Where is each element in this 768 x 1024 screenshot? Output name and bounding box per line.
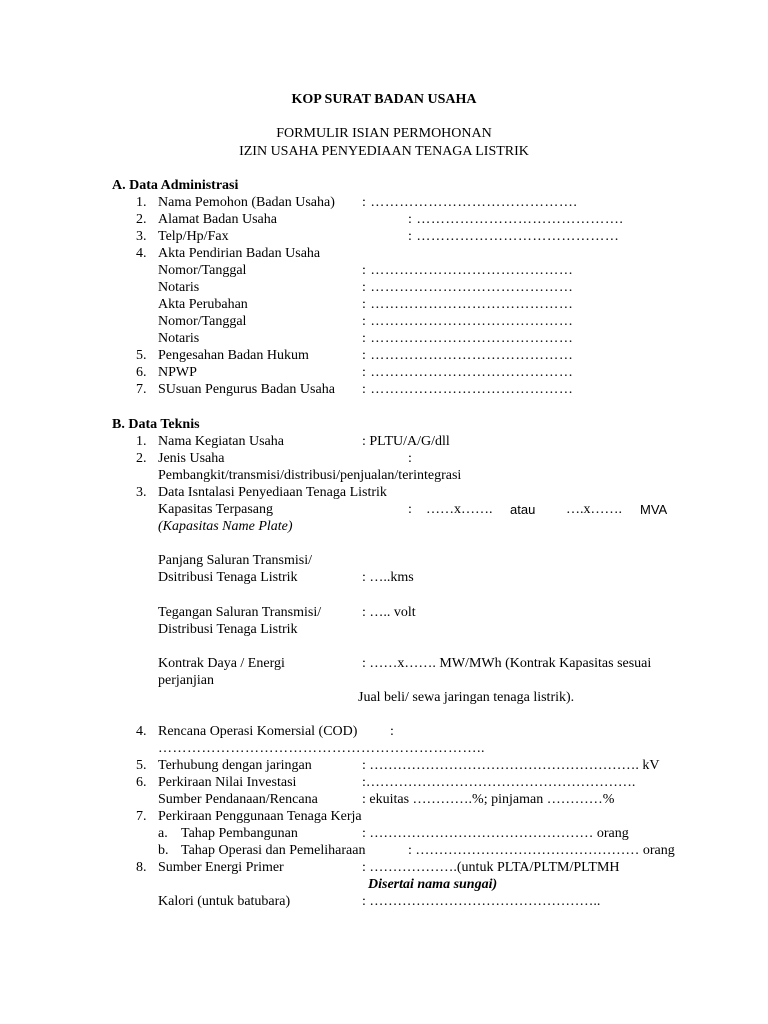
field-value-telp: : ……………………………………: [408, 229, 620, 244]
item-number: 8.: [136, 860, 147, 875]
field-value-nomor-tanggal-perubahan: : ……………………………………: [362, 314, 574, 329]
field-label-investasi: Perkiraan Nilai Investasi: [158, 775, 297, 790]
field-label-jenis-usaha: Jenis Usaha: [158, 451, 225, 466]
field-value-cod: …………………………………………………………..: [158, 741, 485, 756]
field-value-kapasitas-1: ……x…….: [426, 502, 493, 517]
item-number: 5.: [136, 758, 147, 773]
field-label-akta-pendirian: Akta Pendirian Badan Usaha: [158, 246, 321, 261]
item-number: 6.: [136, 365, 147, 380]
item-number: 1.: [136, 434, 147, 449]
field-value-tegangan-saluran: : ….. volt: [362, 605, 416, 620]
field-label-panjang-saluran-1: Panjang Saluran Transmisi/: [158, 553, 313, 568]
field-label-tahap-operasi: Tahap Operasi dan Pemeliharaan: [181, 843, 366, 858]
field-value-nama-kegiatan: : PLTU/A/G/dll: [362, 434, 450, 449]
form-title-line-1: FORMULIR ISIAN PERMOHONAN: [276, 126, 492, 141]
field-label-nama-kegiatan: Nama Kegiatan Usaha: [158, 434, 284, 449]
field-value-jenis-usaha: Pembangkit/transmisi/distribusi/penjualan/terintegrasi: [158, 468, 462, 483]
item-number: 4.: [136, 246, 147, 261]
field-value-nama-pemohon: : …………………………………….: [362, 195, 578, 210]
field-label-alamat: Alamat Badan Usaha: [158, 212, 277, 227]
field-label-nama-pemohon: Nama Pemohon (Badan Usaha): [158, 195, 335, 210]
field-label-panjang-saluran-2: Dsitribusi Tenaga Listrik: [158, 570, 298, 585]
field-label-cod: Rencana Operasi Komersial (COD): [158, 724, 358, 739]
item-number: 6.: [136, 775, 147, 790]
field-unit-mva: MVA: [640, 502, 668, 517]
field-label-tenaga-kerja: Perkiraan Penggunaan Tenaga Kerja: [158, 809, 362, 824]
section-a-heading: A. Data Administrasi: [112, 178, 239, 193]
field-value-alamat: : …………………………………….: [408, 212, 624, 227]
field-value-susunan-pengurus: : ……………………………………: [362, 382, 574, 397]
field-label-kalori: Kalori (untuk batubara): [158, 894, 291, 909]
field-value-kalori: : …………………………………………..: [362, 894, 601, 909]
field-value-sumber-pendanaan: : ekuitas ………….%; pinjaman …………%: [362, 792, 615, 807]
field-value-npwp: : ……………………………………: [362, 365, 574, 380]
field-value-notaris: : ……………………………………: [362, 280, 574, 295]
item-number: 1.: [136, 195, 147, 210]
field-value-terhubung: : …………………………………………………. kV: [362, 758, 660, 773]
field-colon-kapasitas: :: [408, 502, 412, 517]
item-number: 7.: [136, 809, 147, 824]
field-label-akta-perubahan: Akta Perubahan: [158, 297, 248, 312]
field-value-panjang-saluran: : …..kms: [362, 570, 414, 585]
field-label-susunan-pengurus: SUsuan Pengurus Badan Usaha: [158, 382, 335, 397]
field-label-notaris-perubahan: Notaris: [158, 331, 200, 346]
kop-surat-heading: KOP SURAT BADAN USAHA: [291, 92, 477, 107]
item-number: 2.: [136, 212, 147, 227]
form-title-line-2: IZIN USAHA PENYEDIAAN TENAGA LISTRIK: [239, 144, 529, 159]
field-value-notaris-perubahan: : ……………………………………: [362, 331, 574, 346]
field-label-kontrak-2: perjanjian: [158, 673, 214, 688]
section-b-heading: B. Data Teknis: [112, 417, 200, 432]
field-label-pengesahan: Pengesahan Badan Hukum: [158, 348, 309, 363]
field-value-nomor-tanggal: : ……………………………………: [362, 263, 574, 278]
field-label-sumber-energi: Sumber Energi Primer: [158, 860, 284, 875]
item-number: 7.: [136, 382, 147, 397]
field-value-kontrak-2: Jual beli/ sewa jaringan tenaga listrik).: [358, 690, 575, 705]
item-number: 4.: [136, 724, 147, 739]
sub-item-letter: b.: [158, 843, 169, 858]
field-label-nomor-tanggal-perubahan: Nomor/Tanggal: [158, 314, 247, 329]
field-colon-jenis-usaha: :: [408, 451, 412, 466]
field-value-tahap-operasi: : ………………………………………… orang: [408, 843, 675, 858]
item-number: 3.: [136, 485, 147, 500]
field-value-pengesahan: : ……………………………………: [362, 348, 574, 363]
field-label-tegangan-saluran-1: Tegangan Saluran Transmisi/: [158, 605, 322, 620]
field-label-terhubung: Terhubung dengan jaringan: [158, 758, 312, 773]
field-label-kontrak-1: Kontrak Daya / Energi: [158, 656, 285, 671]
field-value-sumber-energi: : ……………….(untuk PLTA/PLTM/PLTMH: [362, 860, 620, 875]
item-number: 3.: [136, 229, 147, 244]
field-value-akta-perubahan: : ……………………………………: [362, 297, 574, 312]
item-number: 5.: [136, 348, 147, 363]
field-label-nomor-tanggal: Nomor/Tanggal: [158, 263, 247, 278]
item-number: 2.: [136, 451, 147, 466]
field-value-tahap-pembangunan: : ………………………………………… orang: [362, 826, 629, 841]
field-note-sumber-energi: Disertai nama sungai): [368, 877, 498, 892]
field-label-npwp: NPWP: [158, 365, 197, 380]
field-value-investasi: :………………………………………………….: [362, 775, 636, 790]
field-label-sumber-pendanaan: Sumber Pendanaan/Rencana: [158, 792, 318, 807]
field-text-atau: atau: [510, 502, 536, 517]
field-label-telp: Telp/Hp/Fax: [158, 229, 229, 244]
field-label-kapasitas: Kapasitas Terpasang: [158, 502, 274, 517]
field-colon-cod: :: [390, 724, 394, 739]
field-label-tahap-pembangunan: Tahap Pembangunan: [181, 826, 298, 841]
field-label-notaris: Notaris: [158, 280, 200, 295]
field-label-data-instalasi: Data Isntalasi Penyediaan Tenaga Listrik: [158, 485, 387, 500]
field-value-kapasitas-2: ….x…….: [566, 502, 622, 517]
field-value-kontrak: : ……x……. MW/MWh (Kontrak Kapasitas sesuai: [362, 656, 652, 671]
field-note-kapasitas: (Kapasitas Name Plate): [158, 519, 293, 534]
field-label-tegangan-saluran-2: Distribusi Tenaga Listrik: [158, 622, 298, 637]
sub-item-letter: a.: [158, 826, 168, 841]
